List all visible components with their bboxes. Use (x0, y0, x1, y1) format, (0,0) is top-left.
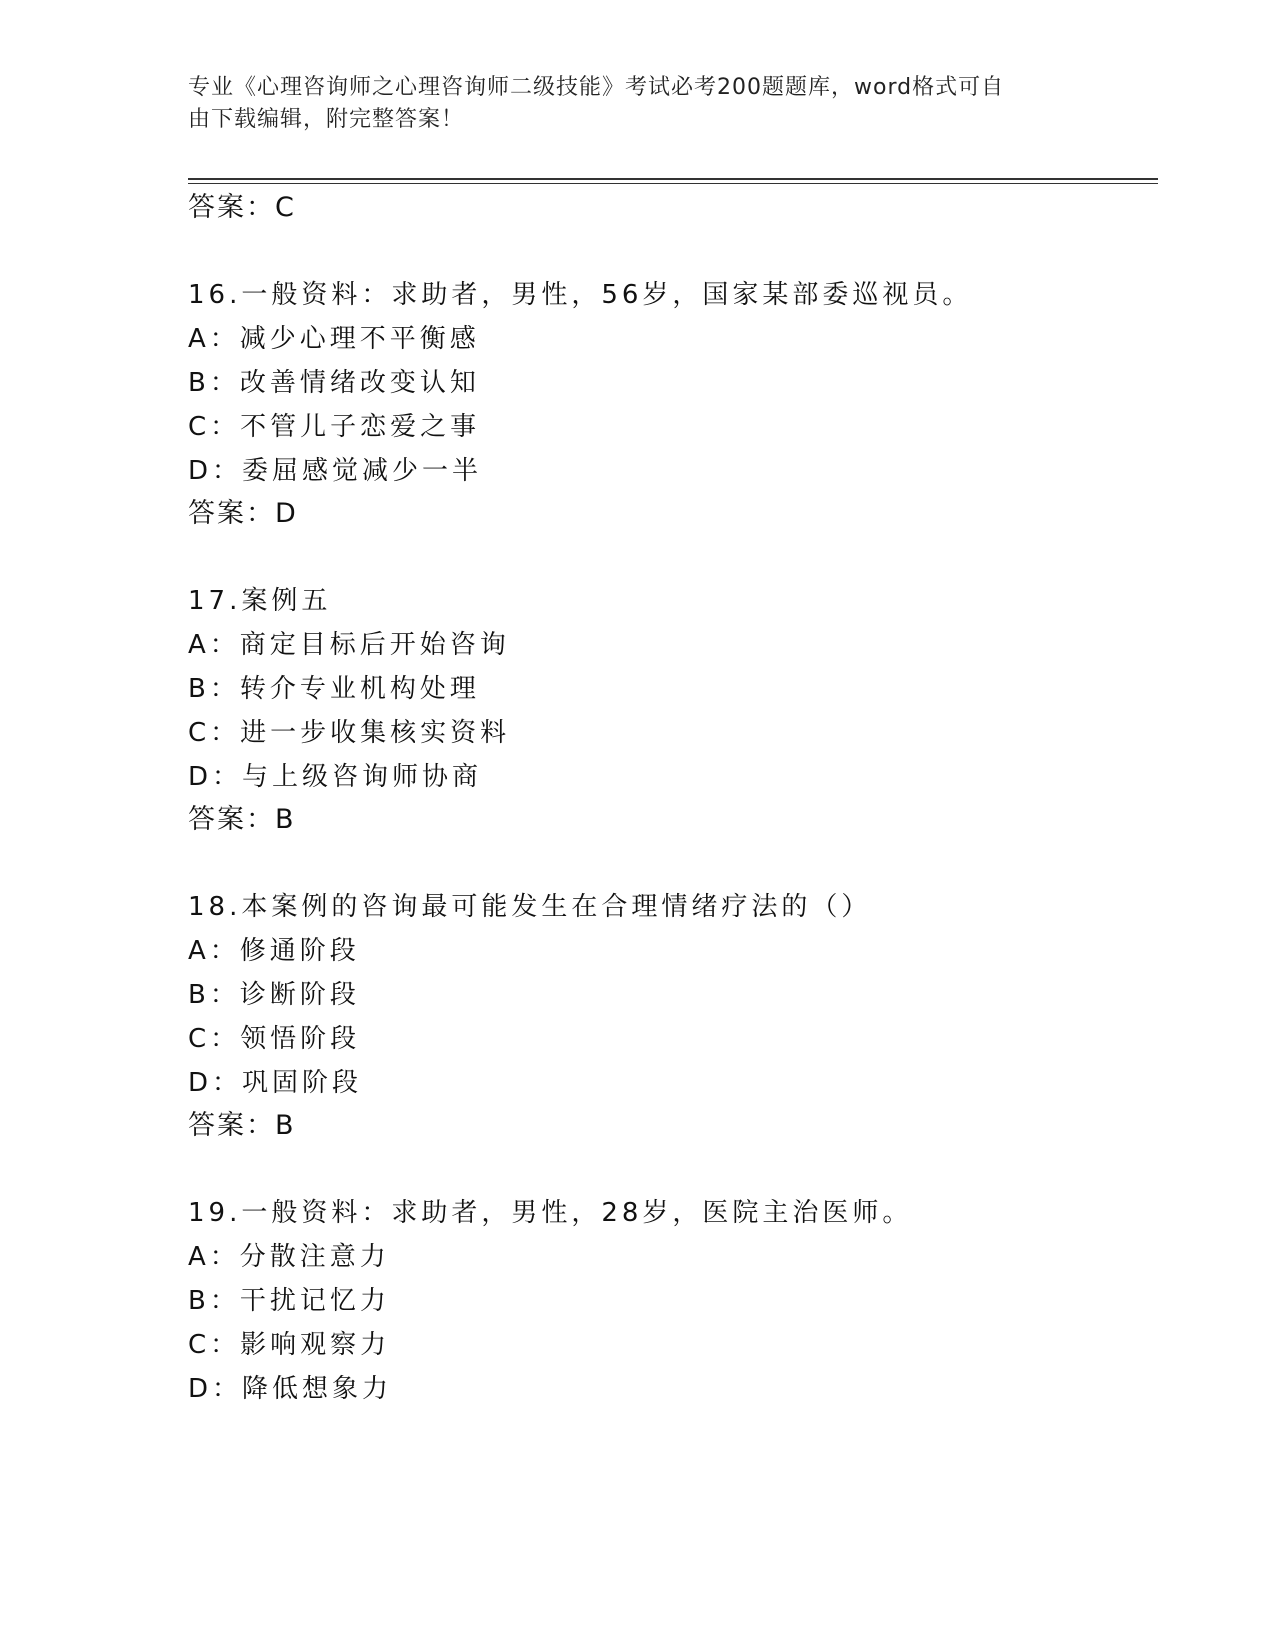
header-divider (188, 178, 1158, 180)
answer-line: 答案：D (188, 498, 298, 529)
option-d: D：降低想象力 (188, 1374, 393, 1404)
question-stem: 18.本案例的咨询最可能发生在合理情绪疗法的（） (188, 892, 872, 922)
option-b: B：改善情绪改变认知 (188, 368, 480, 398)
answer-line: 答案：B (188, 804, 296, 835)
question-stem: 16.一般资料：求助者，男性，56岁，国家某部委巡视员。 (188, 280, 973, 310)
option-d: D：巩固阶段 (188, 1068, 363, 1098)
option-c: C：影响观察力 (188, 1330, 391, 1360)
document-header (188, 72, 1068, 136)
option-a: A：分散注意力 (188, 1242, 390, 1272)
option-b: B：诊断阶段 (188, 980, 360, 1010)
option-a: A：减少心理不平衡感 (188, 324, 480, 354)
option-b: B：干扰记忆力 (188, 1286, 390, 1316)
answer-line: 答案：B (188, 1110, 296, 1141)
option-d: D：委屈感觉减少一半 (188, 456, 483, 486)
answer-line: 答案：C (188, 192, 296, 223)
question-stem: 19.一般资料：求助者，男性，28岁，医院主治医师。 (188, 1198, 913, 1228)
header-line-1: 专业《心理咨询师之心理咨询师二级技能》考试必考200题题库，word格式可自 (188, 75, 1005, 100)
header-divider-thin (188, 183, 1158, 184)
option-c: C：领悟阶段 (188, 1024, 361, 1054)
option-c: C：不管儿子恋爱之事 (188, 412, 481, 442)
option-a: A：修通阶段 (188, 936, 360, 966)
option-c: C：进一步收集核实资料 (188, 718, 511, 748)
option-a: A：商定目标后开始咨询 (188, 630, 510, 660)
header-line-2: 由下载编辑，附完整答案！ (188, 107, 465, 132)
option-b: B：转介专业机构处理 (188, 674, 480, 704)
option-d: D：与上级咨询师协商 (188, 762, 483, 792)
question-stem: 17.案例五 (188, 586, 332, 616)
